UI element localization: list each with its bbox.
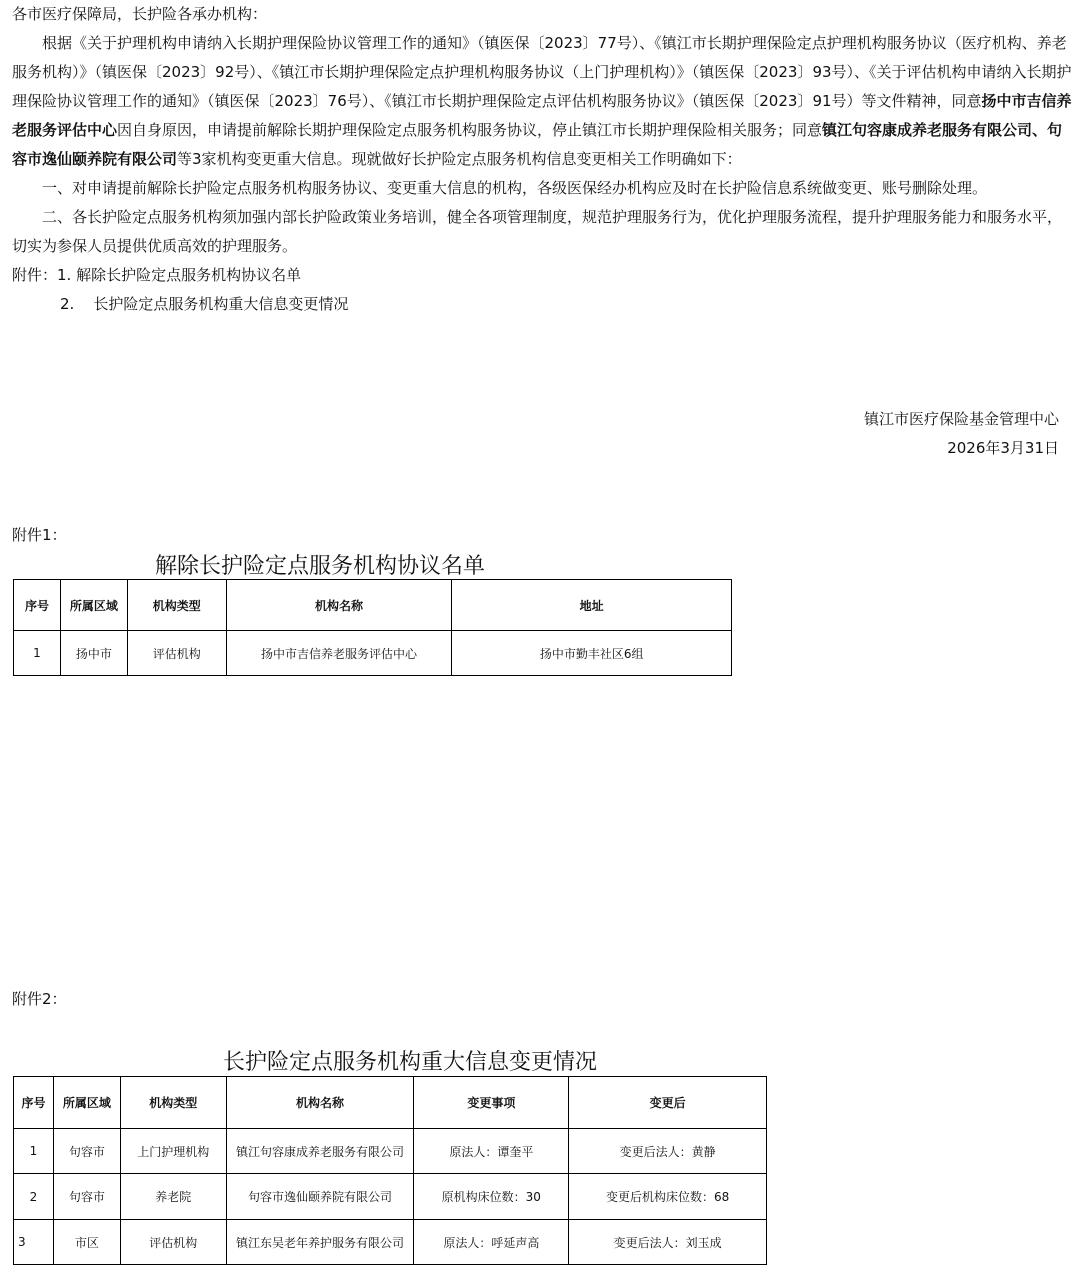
- paragraph-1-bold-1: 扬中市吉信养老服务评估中心: [12, 92, 1072, 139]
- table-row: [14, 1220, 767, 1265]
- annex2-header-row: [14, 1077, 767, 1129]
- table-row: [14, 631, 732, 676]
- salutation: 各市医疗保障局，长护险各承办机构：: [12, 5, 268, 23]
- table-cell: 原法人：谭奎平: [414, 1129, 569, 1174]
- table-row: [14, 1129, 767, 1174]
- annex1-header-row: [14, 580, 732, 631]
- table-cell: 养老院: [120, 1174, 226, 1220]
- table-cell: 1: [14, 631, 61, 676]
- paragraph-1-part-1: 根据《关于护理机构申请纳入长期护理保险协议管理工作的通知》（镇医保〔2023〕77号）、《镇江市长期护理保险定点护理机构服务协议（医疗机构、养老服务机构）》（镇医保〔2023〕92号）、《镇江市长期护理保险定点护理机构服务协议（上门护理机构）》（镇医保〔2023〕93号）、《关于评估机构申请纳入长期护理保险协议管理工作的通知》（镇医保〔2023〕76号）、《镇江市长期护理保险定点评估机构服务协议》（镇医保〔2023〕91号）等文件精神，同意: [12, 34, 1072, 110]
- annex2-header-cell: 所属区域: [53, 1077, 120, 1129]
- signer-org: 镇江市医疗保险基金管理中心: [863, 410, 1059, 428]
- paragraph-3: 二、各长护险定点服务机构须加强内部长护险政策业务培训，健全各项管理制度，规范护理服务行为，优化护理服务流程，提升护理服务能力和服务水平，切实为参保人员提供优质高效的护理服务。: [12, 208, 1063, 255]
- annex2-label: 附件2：: [12, 990, 67, 1008]
- table-cell: 句容市逸仙颐养院有限公司: [226, 1174, 414, 1220]
- paragraph-1-part-3: 等3家机构变更重大信息。现就做好长护险定点服务机构信息变更相关工作明确如下：: [177, 150, 742, 168]
- notice-body: [12, 0, 1072, 319]
- annex2-title: 长护险定点服务机构重大信息变更情况: [223, 1050, 598, 1075]
- attachments-line-2: 2. 长护险定点服务机构重大信息变更情况: [60, 295, 349, 313]
- table-cell: 变更后法人：黄静: [569, 1129, 767, 1174]
- table-cell: 变更后机构床位数：68: [569, 1174, 767, 1220]
- table-cell: 扬中市勤丰社区6组: [452, 631, 732, 676]
- table-cell: 镇江句容康成养老服务有限公司: [226, 1129, 414, 1174]
- annex1-header-cell: 序号: [14, 580, 61, 631]
- annex1-header-cell: 机构类型: [127, 580, 226, 631]
- table-cell: 原机构床位数：30: [414, 1174, 569, 1220]
- table-cell: 3: [14, 1220, 54, 1265]
- annex1-table: [13, 579, 732, 676]
- table-cell: 市区: [53, 1220, 120, 1265]
- paragraph-1-part-2: 因自身原因，申请提前解除长期护理保险定点服务机构服务协议，停止镇江市长期护理保险相关服务；同意: [117, 121, 823, 139]
- table-cell: 原法人：呼延声高: [414, 1220, 569, 1265]
- table-cell: 变更后法人：刘玉成: [569, 1220, 767, 1265]
- annex1-header-cell: 所属区域: [60, 580, 127, 631]
- annex2-header-cell: 机构类型: [120, 1077, 226, 1129]
- annex1-title: 解除长护险定点服务机构协议名单: [155, 554, 486, 579]
- table-cell: 评估机构: [127, 631, 226, 676]
- table-cell: 镇江东吴老年养护服务有限公司: [226, 1220, 414, 1265]
- table-cell: 评估机构: [120, 1220, 226, 1265]
- table-cell: 句容市: [53, 1174, 120, 1220]
- annex2-table: [13, 1076, 767, 1265]
- annex2-header-cell: 序号: [14, 1077, 54, 1129]
- table-cell: 1: [14, 1129, 54, 1174]
- table-cell: 上门护理机构: [120, 1129, 226, 1174]
- paragraph-2: 一、对申请提前解除长护险定点服务机构服务协议、变更重大信息的机构，各级医保经办机构应及时在长护险信息系统做变更、账号删除处理。: [42, 179, 988, 197]
- paragraph-1: [12, 29, 1072, 174]
- table-cell: 2: [14, 1174, 54, 1220]
- annex2-header-cell: 变更事项: [414, 1077, 569, 1129]
- table-cell: 句容市: [53, 1129, 120, 1174]
- paragraph-1-bold-2: 镇江句容康成养老服务有限公司、句容市逸仙颐养院有限公司: [12, 121, 1063, 168]
- table-row: [14, 1174, 767, 1220]
- annex2-header-cell: 变更后: [569, 1077, 767, 1129]
- annex1-header-cell: 机构名称: [226, 580, 452, 631]
- attachments-line-1: 附件：1. 解除长护险定点服务机构协议名单: [12, 266, 302, 284]
- annex1-header-cell: 地址: [452, 580, 732, 631]
- signer-date: 2026年3月31日: [947, 439, 1059, 457]
- table-cell: 扬中市: [60, 631, 127, 676]
- signature-block: [864, 405, 1059, 463]
- annex2-header-cell: 机构名称: [226, 1077, 414, 1129]
- annex1-label: 附件1：: [12, 526, 67, 544]
- table-cell: 扬中市吉信养老服务评估中心: [226, 631, 452, 676]
